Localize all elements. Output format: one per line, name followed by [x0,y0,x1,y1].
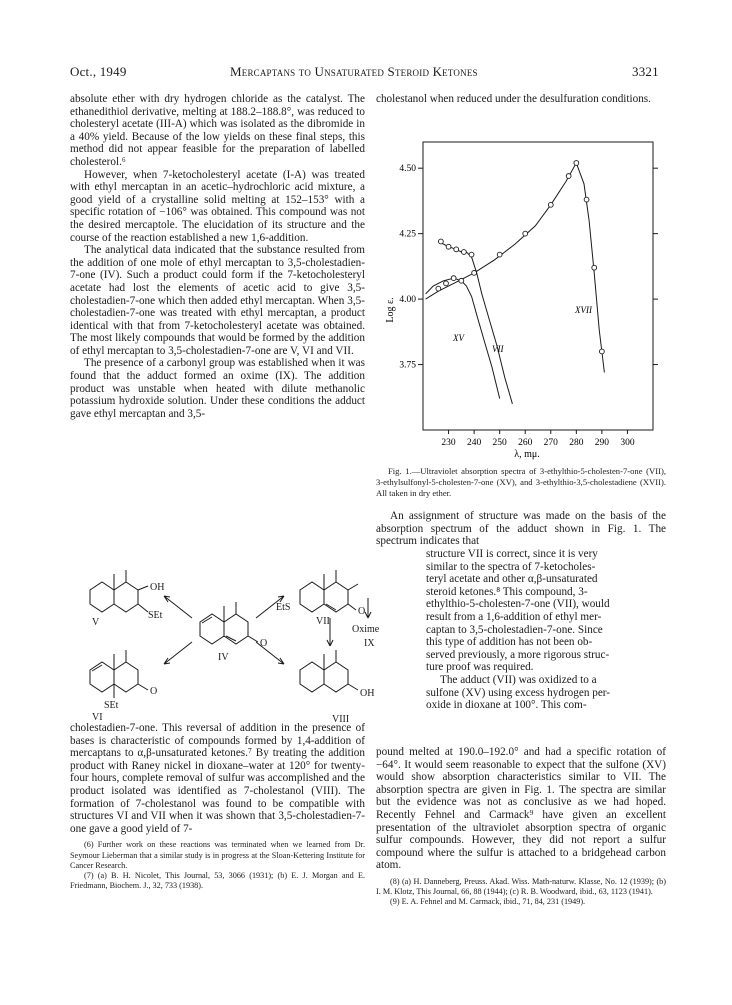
text-line: captan to 3,5-cholestadien-7-one. Since [426,623,603,636]
label-iv: IV [218,652,229,663]
label-v: V [92,617,100,628]
label-oxime: Oxime [352,624,380,635]
x-tick-label: 280 [569,438,584,448]
footnote-9: (9) E. A. Fehnel and M. Carmack, ibid., 71, 84, 231 (1949). [390,897,586,907]
data-point [459,278,464,283]
x-tick-label: 250 [492,438,507,448]
arrow-to-vi [164,642,192,664]
text-line: structure VII is correct, since it is very [426,548,598,560]
left-column-top [70,93,365,420]
text-line: steroid ketones.⁸ This compound, 3- [426,585,588,598]
data-point [566,174,571,179]
chart-frame [423,142,653,430]
data-point [436,286,441,291]
footnote-8: (8) (a) H. Danneberg, Preuss. Akad. Wiss. Math-naturw. Klasse, No. 12 (1939); (b) I. M. Klotz, This Journal, 66, 88 (1944); (c) R. B. Woodward, ibid., 63, 1123 (1941). [376,876,666,897]
running-head-title: Mercaptans to Unsaturated Steroid Ketones [230,64,478,79]
right-column-bottom [376,746,666,908]
label-ets: EtS [276,602,291,613]
x-tick-label: 270 [543,438,558,448]
text-line: The adduct (VII) was oxidized to a [440,673,597,686]
paragraph: absolute ether with dry hydrogen chloride as the catalyst. The ethanedithiol derivative, melting at 188.2–188.8°, was reduced to cholesteryl acetate (III-A) which was isolated as the dibromide in a 40% yield. Because of the low yields on these final steps, this method did not appear feasible for the preparation of labelled cholesterol.⁶ [70,93,365,168]
right-column-wrap [426,548,666,712]
paragraph: pound melted at 190.0–192.0° and had a specific rotation of −64°. It would seem reasonable to expect that the sulfone (XV) would show absorption characteristics similar to VII. The absorption spectra are given in Fig. 1. The spectra are similar but the evidence was not as conclusive as we had hoped. Recently Fehnel and Carmack⁹ have given an excellent presentation of the ultraviolet absorption spectra of organic sulfur compounds. However, they did not report a sulfur compound where the sulfur is attached to a bridgehead carbon atom. [376,746,666,872]
data-point [592,265,597,270]
y-tick-label: 4.50 [399,164,416,175]
text-line: oxide in dioxane at 100°. This com- [426,699,587,712]
chart-x-label: λ, mμ. [514,449,540,460]
paragraph: cholestadien-7-one. This reversal of addition in the presence of bases is characteristic of compounds formed by 1,4-addition of mercaptans to α,β-unsaturated ketones.⁷ By treating the addition product with Raney nickel in dioxane–water at 120° for twenty-four hours, complete removal of sulfur was accomplished and the product isolated was identified as 7-cholestanol (VIII). The formation of 7-cholestanol was found to be compatible with structures VI and VII when it was shown that 3,5-cholestadien-7-one gave a good yield of 7- [70,722,365,835]
paragraph: However, when 7-ketocholesteryl acetate (I-A) was treated with ethyl mercaptan in an acetic–hydrochloric acid mixture, a good yield of a crystalline solid melting at 152–153° with a specific rotation of −106° was obtained. This compound was not the desired mercaptole. The elucidation of its structure and the course of the reaction established a new 1,6-addition. [70,168,365,244]
paragraph: cholestanol when reduced under the desulfuration conditions. [376,93,651,105]
text-line: teryl acetate and other α,β-unsaturated [426,573,598,586]
text-line: this type of addition has not been ob- [426,636,593,649]
paragraph: An assignment of structure was made on the basis of the absorption spectrum of the adduct shown in Fig. 1. The spectrum indicates that [376,510,666,548]
series-line-vii [438,242,512,404]
arrow-to-oxime [365,598,371,618]
footnote-7: (7) (a) B. H. Nicolet, This Journal, 53, 3066 (1931); (b) E. J. Morgan and E. Friedmann, Biochem. J., 32, 733 (1938). [70,870,365,891]
series-label-xv: XV [453,333,464,343]
y-tick-label: 4.00 [399,295,416,306]
data-point [574,161,579,166]
x-tick-label: 300 [620,438,635,448]
right-column-mid [376,510,666,548]
text-line: served previously, a more rigorous struc- [426,648,610,661]
text-line: similar to the spectra of 7-ketocholes- [426,560,596,573]
data-point [472,271,477,276]
data-point [469,252,474,257]
data-point [461,250,466,255]
data-point [438,239,443,244]
text-line: result from a 1,6-addition of ethyl mer- [426,610,602,623]
label-viii: VIII [332,714,350,725]
data-point [451,276,456,281]
data-point [454,247,459,252]
data-point [497,252,502,257]
label-vii: VII [316,616,330,627]
text-line: ethylthio-5-cholesten-7-one (VII), would [426,598,610,611]
uv-absorption-chart [380,130,670,460]
label-o-vii: O [358,606,366,617]
label-set: SEt [148,610,163,621]
x-tick-label: 240 [466,438,482,448]
left-column-bottom [70,722,365,891]
series-label-vii: VII [492,344,504,354]
arrow-to-v [164,596,192,618]
page-number: 3321 [632,64,659,79]
label-oh-viii: OH [360,688,375,699]
y-tick-label: 4.25 [399,229,416,240]
data-point [599,349,604,354]
label-o-iv: O [260,638,268,649]
data-point [523,231,528,236]
chart-y-label: Log ε. [385,297,396,323]
y-tick-label: 3.75 [399,360,416,371]
label-vi: VI [92,712,103,723]
label-ix: IX [364,638,375,649]
text-line: ture proof was required. [426,661,534,674]
paragraph: The presence of a carbonyl group was established when it was found that the adduct formed an oxime (IX). The addition product was unstable when heated with dilute methanolic potassium hydroxide solution. Under these conditions the adduct gave ethyl mercaptan and 3,5- [70,357,365,420]
series-label-xvii: XVII [575,305,592,315]
x-tick-label: 260 [518,438,533,448]
right-column-top [376,93,666,106]
footnote-6: (6) Further work on these reactions was terminated when we learned from Dr. Seymour Lieberman that a similar study is in progress at the Sloan-Kettering Institute for Cancer Research. [70,840,365,870]
label-o-vi: O [150,686,158,697]
label-oh: OH [150,582,165,593]
paragraph: The analytical data indicated that the substance resulted from the addition of one mole of ethyl mercaptan to 3,5-cholestadien-7-one (IV). Such a product could form if the 7-ketocholesteryl acetate had lost the elements of acetic acid to give 3,5-cholestadien-7-one which then added ethyl mercaptan. When 3,5-cholestadien-7-one was treated with ethyl mercaptan, a product identical with that from 7-ketocholesteryl acetate was obtained. The most likely compounds that would be formed by the addition of ethyl mercaptan to 3,5-cholestadien-7-one are V, VI and VII. [70,244,365,357]
figure-caption: Fig. 1.—Ultraviolet absorption spectra of 3-ethylthio-5-cholesten-7-one (VII), 3-ethylsulfonyl-5-cholesten-7-one (XV), and 3-ethylthio-3,5-cholestadiene (XVII). All taken in dry ether. [376,466,666,498]
data-point [446,244,451,249]
text-line: sulfone (XV) using excess hydrogen per- [426,686,611,699]
x-tick-label: 290 [594,438,610,448]
data-point [584,197,589,202]
running-head-left: Oct., 1949 [70,64,127,79]
data-point [548,202,553,207]
data-point [444,281,449,286]
x-tick-label: 230 [441,438,456,448]
label-set-vi: SEt [104,700,119,711]
